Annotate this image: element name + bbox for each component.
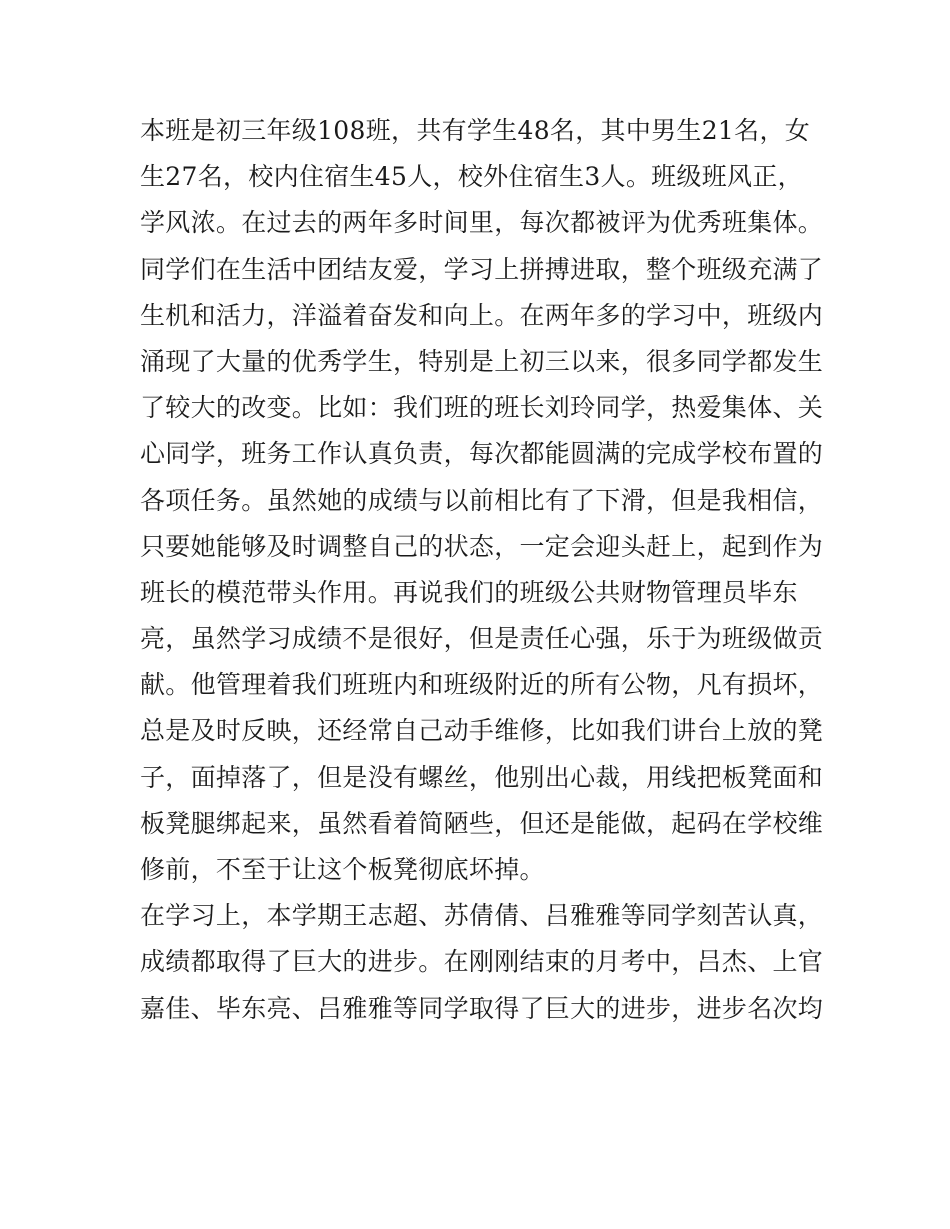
text-line: 献。他管理着我们班班内和班级附近的所有公物，凡有损坏， [140,670,824,700]
text-line: 学风浓。在过去的两年多时间里，每次都被评为优秀班集体。 [140,208,824,238]
text-line: 生27名，校内住宿生45人，校外住宿生3人。班级班风正， [140,162,803,192]
text-line: 只要她能够及时调整自己的状态，一定会迎头赶上，起到作为 [140,531,824,561]
text-line: 总是及时反映，还经常自己动手维修，比如我们讲台上放的凳 [140,716,824,746]
text-line: 亮，虽然学习成绩不是很好，但是责任心强，乐于为班级做贡 [140,624,824,654]
text-line: 在学习上，本学期王志超、苏倩倩、吕雅雅等同学刻苦认真， [140,901,824,931]
text-line: 成绩都取得了巨大的进步。在刚刚结束的月考中，吕杰、上官 [140,947,824,977]
text-line: 嘉佳、毕东亮、吕雅雅等同学取得了巨大的进步，进步名次均 [140,993,824,1023]
text-line: 板凳腿绑起来，虽然看着简陋些，但还是能做，起码在学校维 [140,808,824,838]
text-line: 同学们在生活中团结友爱，学习上拼搏进取，整个班级充满了 [140,254,824,284]
text-line: 生机和活力，洋溢着奋发和向上。在两年多的学习中，班级内 [140,300,824,330]
text-line: 心同学，班务工作认真负责，每次都能圆满的完成学校布置的 [140,439,824,469]
paragraph-class-overview [140,108,824,893]
text-line: 各项任务。虽然她的成绩与以前相比有了下滑，但是我相信， [140,485,824,515]
text-line: 班长的模范带头作用。再说我们的班级公共财物管理员毕东 [140,577,798,607]
text-line: 涌现了大量的优秀学生，特别是上初三以来，很多同学都发生 [140,346,824,376]
text-line: 修前，不至于让这个板凳彻底坏掉。 [140,855,545,884]
text-line: 了较大的改变。比如：我们班的班长刘玲同学，热爱集体、关 [140,393,824,423]
document-body [140,108,824,1032]
paragraph-study-progress [140,893,824,1032]
text-line: 子，面掉落了，但是没有螺丝，他别出心裁，用线把板凳面和 [140,762,824,792]
text-line: 本班是初三年级108班，共有学生48名，其中男生21名，女 [140,116,811,145]
